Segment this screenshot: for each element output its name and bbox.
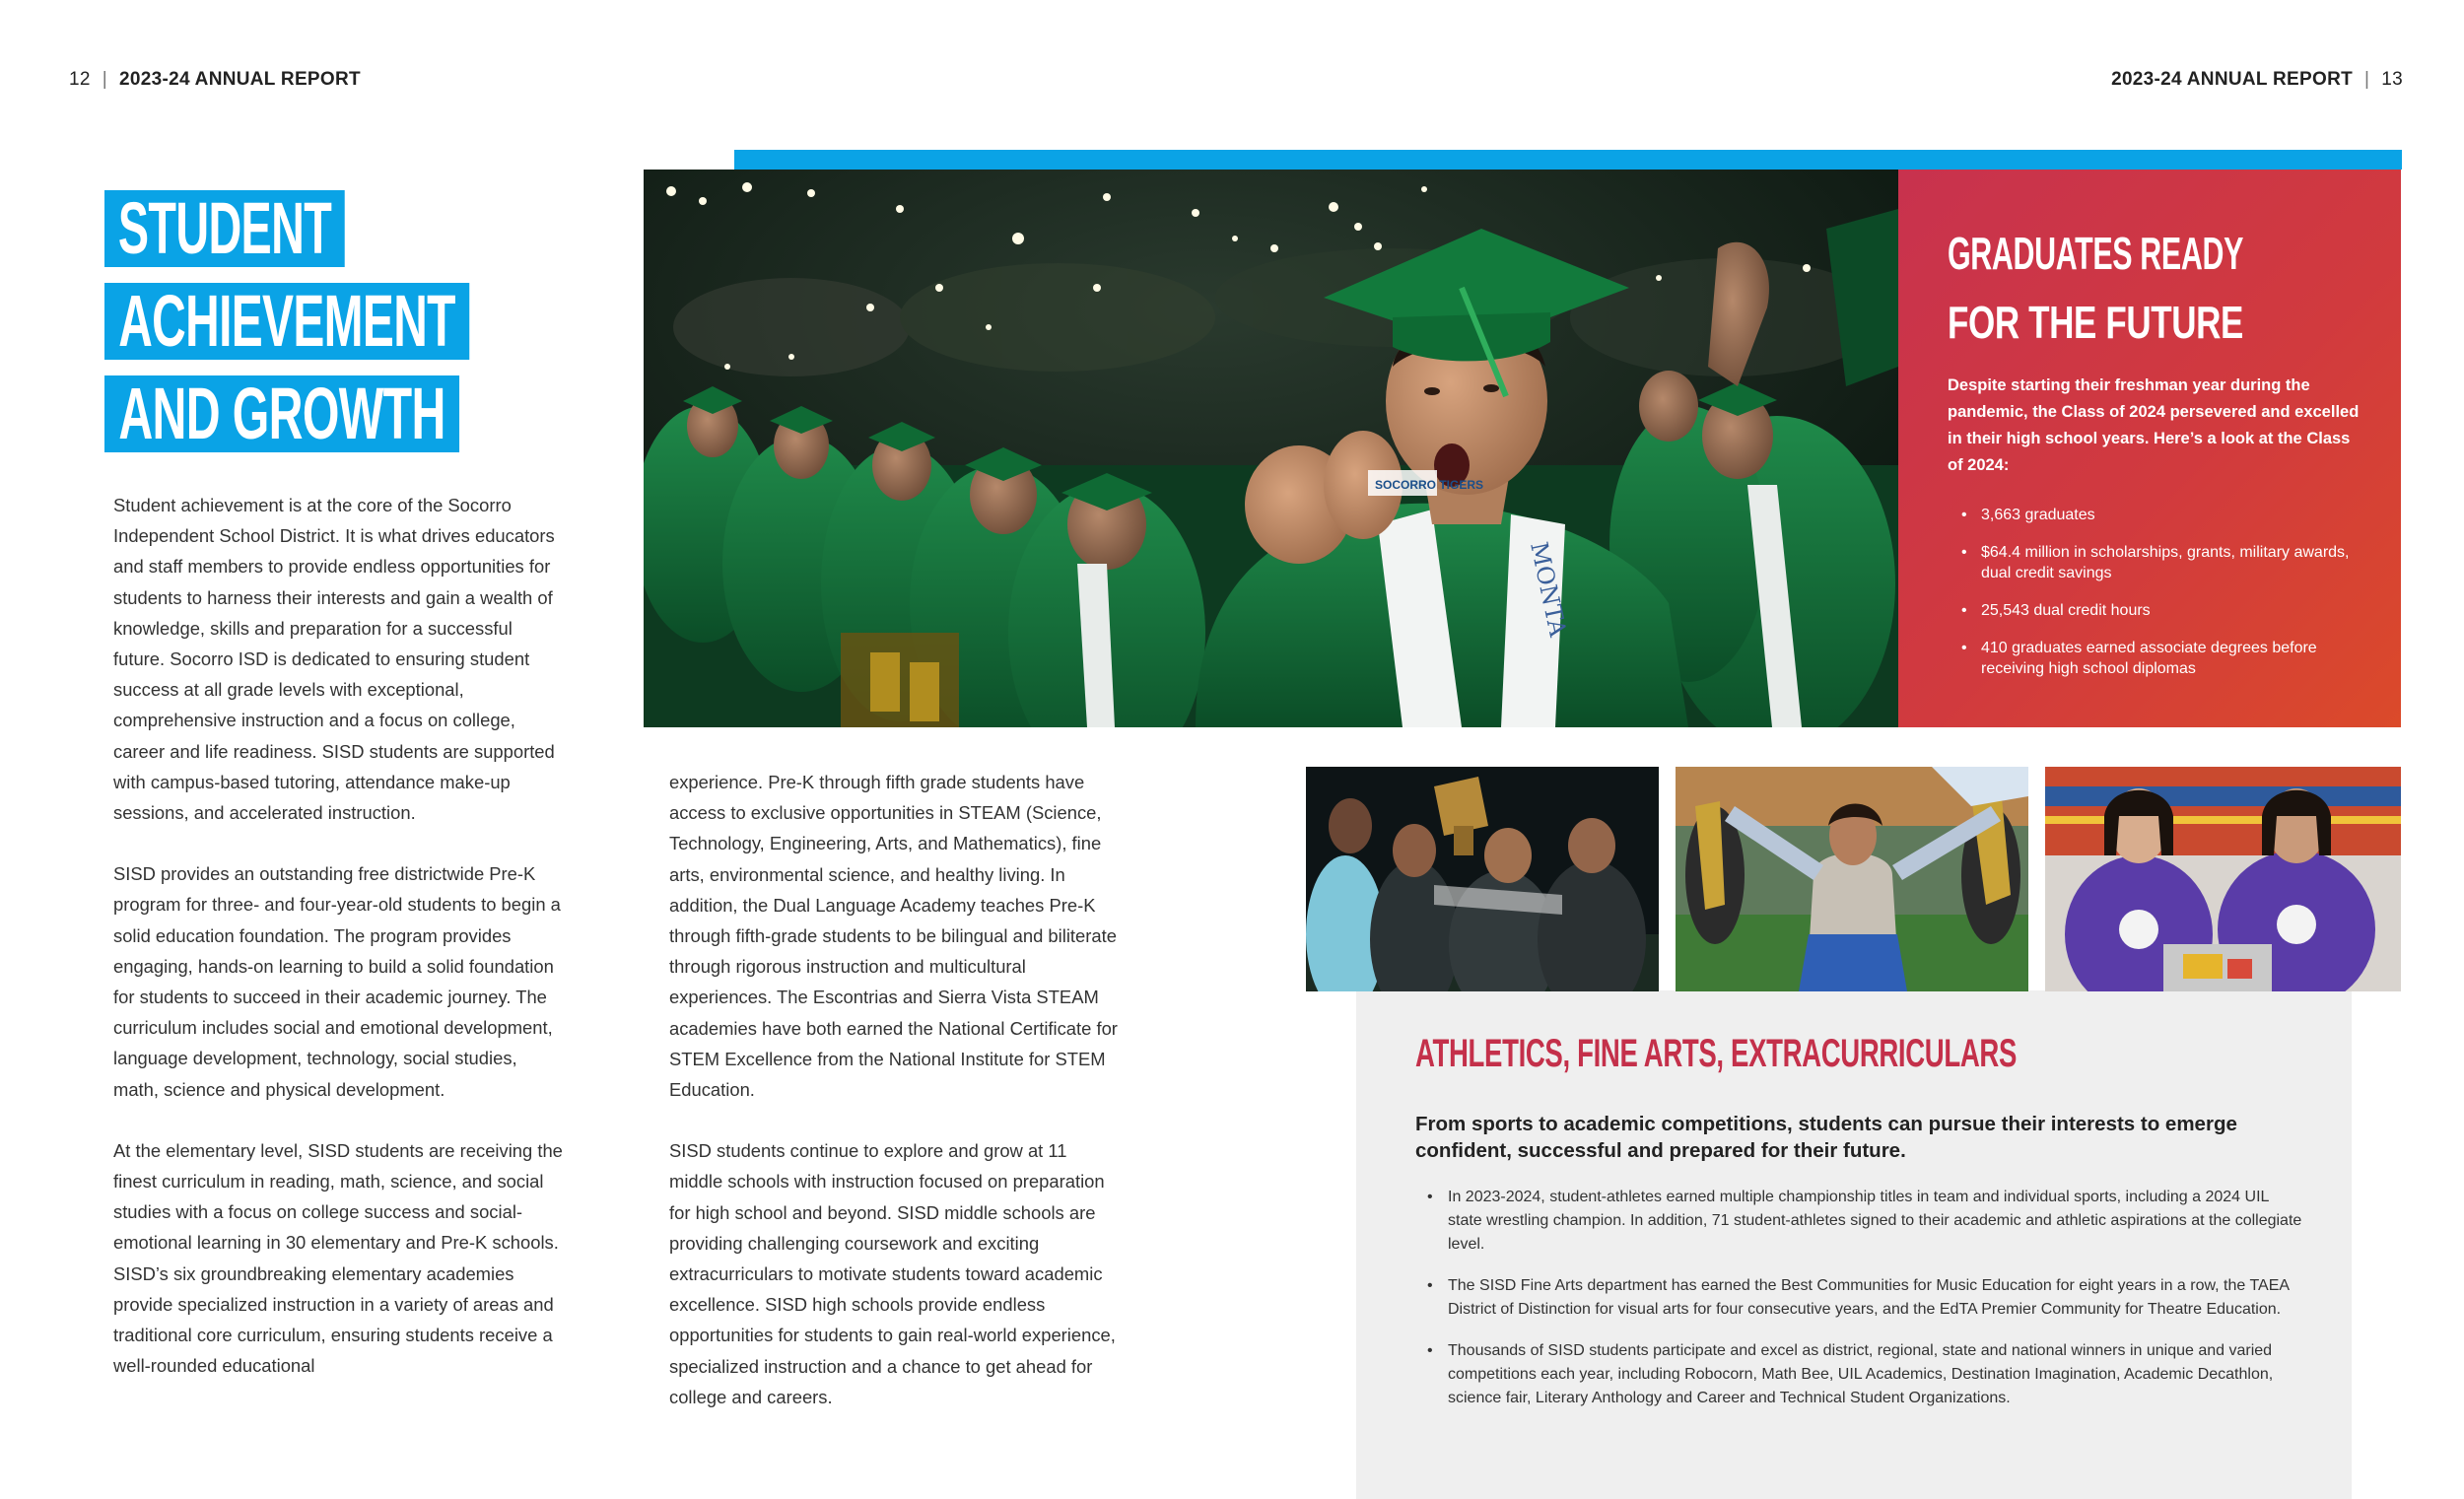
dance-team-photo <box>1676 767 2028 991</box>
body-column-2 <box>669 767 1123 1443</box>
title-line-2: ACHIEVEMENT <box>104 283 469 360</box>
graduates-list-item: • 410 graduates earned associate degrees before receiving high school diplomas <box>1948 638 2371 679</box>
athletics-list-item: • The SISD Fine Arts department has earned the Best Communities for Music Education for eight years in a row, the TAEA District of Distinction for visual arts for four consecutive years, and the EdTA Premier Community for Theatre Education. <box>1415 1274 2302 1322</box>
accent-bar <box>734 150 2402 170</box>
header-separator: | <box>102 69 107 90</box>
body-paragraph: SISD provides an outstanding free districtwide Pre-K program for three- and four-year-old students to begin a solid education foundation. The program provides engaging, hands-on learning to build a solid foundation for students to succeed in their academic journey. The curriculum includes social and emotional development, language development, technology, social studies, math, science and physical development. <box>113 863 561 1100</box>
right-page-number: 13 <box>2381 69 2403 90</box>
graduates-list <box>1948 505 2371 696</box>
athletics-list-item: • In 2023-2024, student-athletes earned multiple championship titles in team and individual sports, including a 2024 UIL state wrestling champion. In addition, 71 student-athletes signed to their academic and athletic aspirations at the collegiate level. <box>1415 1186 2302 1257</box>
body-paragraph: At the elementary level, SISD students are receiving the finest curriculum in reading, math, science, and social studies with a focus on college success and social-emotional learning in 30 elementary and Pre-K schools. SISD’s six groundbreaking elementary academies provide specialized instruction in a variety of areas and traditional core curriculum, ensuring students receive a well-rounded educational <box>113 1139 563 1377</box>
body-paragraph: experience. Pre-K through fifth grade students have access to exclusive opportunities in STEAM (Science, Technology, Engineering, Arts, and Mathematics), fine arts, environmental science, and healthy living. In addition, the Dual Language Academy teaches Pre-K through fifth-grade students to be bilingual and biliterate through rigorous instruction and multicultural experiences. The Escontrias and Sierra Vista STEAM academies have both earned the National Certificate for STEM Excellence from the National Institute for STEM Education. <box>669 772 1118 1101</box>
graduation-photo <box>644 170 1898 727</box>
title-line-3: AND GROWTH <box>104 375 459 452</box>
graduates-title <box>1948 219 2401 357</box>
right-report-title: 2023-24 ANNUAL REPORT <box>2111 69 2354 90</box>
gown-patch-text: SOCORRO TIGERS <box>1375 478 1484 492</box>
body-column-1 <box>113 490 567 1411</box>
graduates-list-item: • 25,543 dual credit hours <box>1948 600 2371 621</box>
graduates-list-item: • 3,663 graduates <box>1948 505 2371 525</box>
soccer-team-photo <box>1306 767 1659 991</box>
athletics-list <box>1415 1186 2302 1428</box>
graduates-panel <box>1898 170 2401 727</box>
body-paragraph: Student achievement is at the core of the Socorro Independent School District. It is what drives educators and staff members to provide endless opportunities for students to harness their interests and gain a wealth of knowledge, skills and preparation for a successful future. Socorro ISD is dedicated to ensuring student success at all grade levels with exceptional, comprehensive instruction and a focus on college, career and life readiness. SISD students are supported with campus-based tutoring, attendance make-up sessions, and accelerated instruction. <box>113 495 555 824</box>
header-separator: | <box>2364 69 2370 90</box>
right-page-header <box>2111 69 2403 91</box>
graduates-intro: Despite starting their freshman year during the pandemic, the Class of 2024 persevered and excelled in their high school years. Here’s a look at the Class of 2024: <box>1948 376 2360 474</box>
title-line-1: STUDENT <box>104 190 345 267</box>
left-report-title: 2023-24 ANNUAL REPORT <box>118 69 361 90</box>
graduates-title-line-1: GRADUATES READY <box>1948 228 2243 279</box>
left-page-header <box>69 69 361 91</box>
athletics-panel <box>1356 990 2352 1499</box>
athletics-title: ATHLETICS, FINE ARTS, EXTRACURRICULARS <box>1415 1032 2017 1075</box>
body-paragraph: SISD students continue to explore and grow at 11 middle schools with instruction focused on preparation for high school and beyond. SISD middle schools are providing challenging coursework and exciting extracurriculars to motivate students toward academic excellence. SISD high schools provide endless opportunities for students to gain real-world experience, specialized instruction and a chance to get ahead for college and careers. <box>669 1140 1116 1407</box>
graduates-list-item: • $64.4 million in scholarships, grants, military awards, dual credit savings <box>1948 542 2371 583</box>
athletics-list-item: • Thousands of SISD students participate and excel as district, regional, state and national winners in unique and varied competitions each year, including Robocorn, Math Bee, UIL Academics, Destination Imagination, Academic Decathlon, science fair, Literary Anthology and Career and Technical Student Organizations. <box>1415 1339 2302 1410</box>
athletics-intro: From sports to academic competitions, students can pursue their interests to emerge confident, successful and prepared for their future. <box>1415 1113 2237 1162</box>
stole-lettering: MONTA <box>1525 539 1572 640</box>
left-page-number: 12 <box>69 69 91 90</box>
graduates-title-line-2: FOR THE FUTURE <box>1948 297 2243 348</box>
robotics-photo <box>2045 767 2401 991</box>
